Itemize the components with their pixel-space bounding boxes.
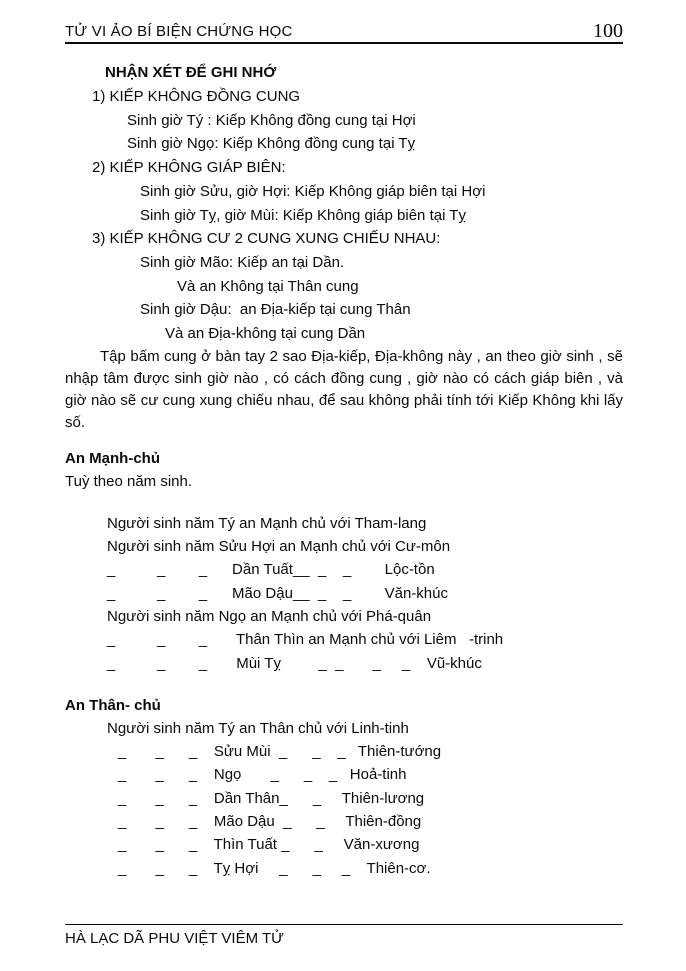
- manh-chu-subheading: Tuỳ theo năm sinh.: [65, 472, 193, 490]
- page-header: [65, 22, 623, 44]
- list-line: _ _ _ Mùi Tỵ _ _ _ _ Vũ-khúc: [107, 654, 482, 672]
- than-chu-list: [65, 717, 623, 880]
- memo-line: Sinh giờ Mão: Kiếp an tại Dần.: [140, 253, 345, 271]
- list-line: _ _ _ Dần Thân_ _ Thiên-lương: [118, 789, 425, 807]
- memo-paragraph: Tập bấm cung ở bàn tay 2 sao Địa-kiếp, Địa-không này , an theo giờ sinh , sẽ nhập tâm được sinh giờ nào , có cách đồng cung , giờ nào có cách giáp biên , và giờ nào sẽ cư cung xung chiếu nhau, để sau không phải tính tới Kiếp Không khi lấy số.: [65, 347, 623, 431]
- memo-item-3-title: 3) KIẾP KHÔNG CƯ 2 CUNG XUNG CHIẾU NHAU:: [92, 230, 441, 248]
- memo-line: Sinh giờ Tý : Kiếp Không đồng cung tại Hợi: [127, 111, 416, 129]
- manh-chu-section-heading: An Mạnh-chủ: [65, 449, 160, 467]
- list-line: _ _ _ Tỵ Hợi _ _ _ Thiên-cơ.: [118, 859, 431, 877]
- list-line: Người sinh năm Tý an Thân chủ với Linh-tinh: [107, 719, 409, 737]
- running-title: TỬ VI ẢO BÍ BIỆN CHỨNG HỌC: [65, 23, 293, 40]
- manh-chu-list: [65, 512, 623, 675]
- list-line: _ _ _ Mão Dậu__ _ _ Văn-khúc: [107, 584, 448, 602]
- list-line: _ _ _ Mão Dậu _ _ Thiên-đồng: [118, 813, 422, 830]
- list-line: Người sinh năm Ngọ an Mạnh chủ với Phá-quân: [107, 607, 432, 625]
- list-line: Người sinh năm Tý an Mạnh chủ với Tham-lang: [107, 514, 427, 532]
- footer-text: HÀ LẠC DÃ PHU VIỆT VIÊM TỬ: [65, 930, 284, 947]
- memo-section-heading: NHẬN XÉT ĐỂ GHI NHỚ: [105, 64, 277, 81]
- list-line: _ _ _ Sửu Mùi _ _ _ Thiên-tướng: [118, 743, 442, 761]
- list-line: _ _ _ Thìn Tuất _ _ Văn-xương: [118, 836, 420, 854]
- memo-line: Sinh giờ Dậu: an Địa-kiếp tại cung Thân: [140, 301, 411, 319]
- list-line: _ _ _ Dần Tuất__ _ _ Lộc-tồn: [107, 561, 435, 579]
- memo-line: Và an Địa-không tại cung Dần: [165, 325, 366, 343]
- list-line: Người sinh năm Sửu Hợi an Mạnh chủ với Cư-môn: [107, 538, 451, 556]
- memo-line: Và an Không tại Thân cung: [177, 277, 359, 295]
- memo-item-1-title: 1) KIẾP KHÔNG ĐỒNG CUNG: [92, 88, 301, 105]
- memo-line: Sinh giờ Sửu, giờ Hợi: Kiếp Không giáp biên tại Hợi: [140, 182, 486, 200]
- memo-line: Sinh giờ Ngọ: Kiếp Không đồng cung tại Tỵ: [127, 135, 416, 153]
- page-number: 100: [593, 20, 623, 42]
- than-chu-section-heading: An Thân- chủ: [65, 696, 161, 714]
- list-line: _ _ _ Ngọ _ _ _ Hoả-tinh: [118, 766, 407, 784]
- memo-item-2-title: 2) KIẾP KHÔNG GIÁP BIÊN:: [92, 159, 286, 177]
- list-line: _ _ _ Thân Thìn an Mạnh chủ với Liêm -trinh: [107, 631, 504, 649]
- page-body: [65, 58, 623, 880]
- memo-line: Sinh giờ Tỵ, giờ Mùi: Kiếp Không giáp biên tại Tỵ: [140, 206, 466, 224]
- page-footer: [65, 924, 623, 947]
